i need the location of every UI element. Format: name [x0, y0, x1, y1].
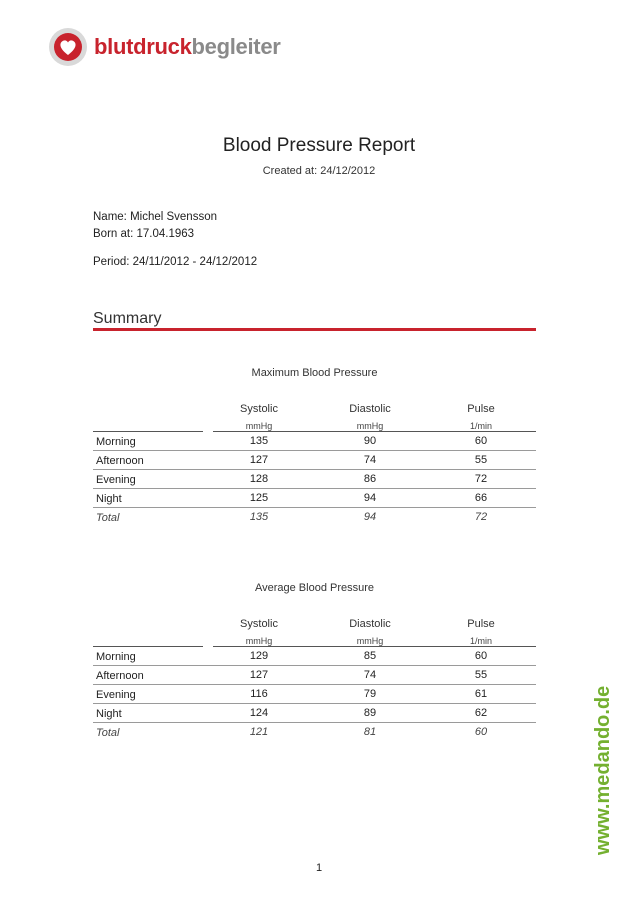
table-row [93, 685, 536, 704]
pulse-value: 60 [474, 726, 488, 738]
col-diastolic: Diastolic [349, 618, 391, 630]
diastolic-value: 94 [363, 511, 377, 523]
diastolic-value: 86 [363, 473, 377, 485]
systolic-value: 127 [249, 669, 269, 681]
row-label: Morning [96, 651, 136, 663]
brand-name [94, 34, 281, 60]
pulse-value: 60 [474, 650, 488, 662]
pulse-value: 60 [474, 435, 488, 447]
unit-systolic: mmHg [245, 421, 273, 431]
pulse-value: 66 [474, 492, 488, 504]
table-row [93, 470, 536, 489]
unit-pulse: 1/min [469, 421, 492, 431]
pulse-value: 55 [474, 454, 488, 466]
row-label: Total [96, 727, 120, 739]
systolic-value: 128 [249, 473, 269, 485]
col-systolic: Systolic [240, 403, 278, 415]
row-label: Night [96, 493, 122, 505]
systolic-value: 129 [249, 650, 269, 662]
diastolic-value: 74 [363, 454, 377, 466]
total-row [93, 723, 536, 742]
systolic-value: 127 [249, 454, 269, 466]
pulse-value: 62 [474, 707, 488, 719]
brand-name-part1: blutdruck [94, 34, 192, 59]
summary-divider [93, 328, 536, 331]
diastolic-value: 90 [363, 435, 377, 447]
diastolic-value: 94 [363, 492, 377, 504]
row-label: Evening [96, 689, 136, 701]
report-period: Period: 24/11/2012 - 24/12/2012 [93, 256, 258, 268]
brand-logo [48, 27, 281, 67]
table-title: Average Blood Pressure [254, 582, 375, 594]
systolic-value: 135 [249, 511, 269, 523]
col-pulse: Pulse [467, 618, 495, 630]
pulse-value: 72 [474, 473, 488, 485]
brand-name-part2: begleiter [191, 34, 281, 59]
row-label: Morning [96, 436, 136, 448]
pulse-value: 61 [474, 688, 488, 700]
table-row [93, 451, 536, 470]
col-systolic: Systolic [240, 618, 278, 630]
pulse-value: 55 [474, 669, 488, 681]
page-number: 1 [315, 862, 323, 874]
row-label: Afternoon [96, 455, 144, 467]
total-row [93, 508, 536, 527]
patient-birthdate: Born at: 17.04.1963 [93, 228, 195, 240]
table-row [93, 432, 536, 451]
table-body [93, 647, 536, 742]
diastolic-value: 81 [363, 726, 377, 738]
patient-name: Name: Michel Svensson [93, 211, 217, 223]
systolic-value: 124 [249, 707, 269, 719]
row-label: Evening [96, 474, 136, 486]
systolic-value: 121 [249, 726, 269, 738]
diastolic-value: 85 [363, 650, 377, 662]
diastolic-value: 89 [363, 707, 377, 719]
report-title: Blood Pressure Report [222, 135, 416, 156]
summary-heading: Summary [93, 310, 162, 327]
row-label: Afternoon [96, 670, 144, 682]
table-row [93, 704, 536, 723]
heart-logo-icon [48, 27, 88, 67]
table-row [93, 647, 536, 666]
row-label: Total [96, 512, 120, 524]
pulse-value: 72 [474, 511, 488, 523]
unit-diastolic: mmHg [356, 421, 384, 431]
col-pulse: Pulse [467, 403, 495, 415]
watermark-url: www.medando.de [592, 685, 614, 855]
systolic-value: 125 [249, 492, 269, 504]
table-title: Maximum Blood Pressure [251, 367, 378, 379]
diastolic-value: 79 [363, 688, 377, 700]
table-body [93, 432, 536, 527]
table-row [93, 666, 536, 685]
systolic-value: 116 [250, 688, 268, 700]
table-row [93, 489, 536, 508]
diastolic-value: 74 [363, 669, 377, 681]
row-label: Night [96, 708, 122, 720]
unit-pulse: 1/min [469, 636, 492, 646]
unit-systolic: mmHg [245, 636, 273, 646]
col-diastolic: Diastolic [349, 403, 391, 415]
unit-diastolic: mmHg [356, 636, 384, 646]
systolic-value: 135 [249, 435, 269, 447]
created-date: Created at: 24/12/2012 [262, 165, 376, 177]
